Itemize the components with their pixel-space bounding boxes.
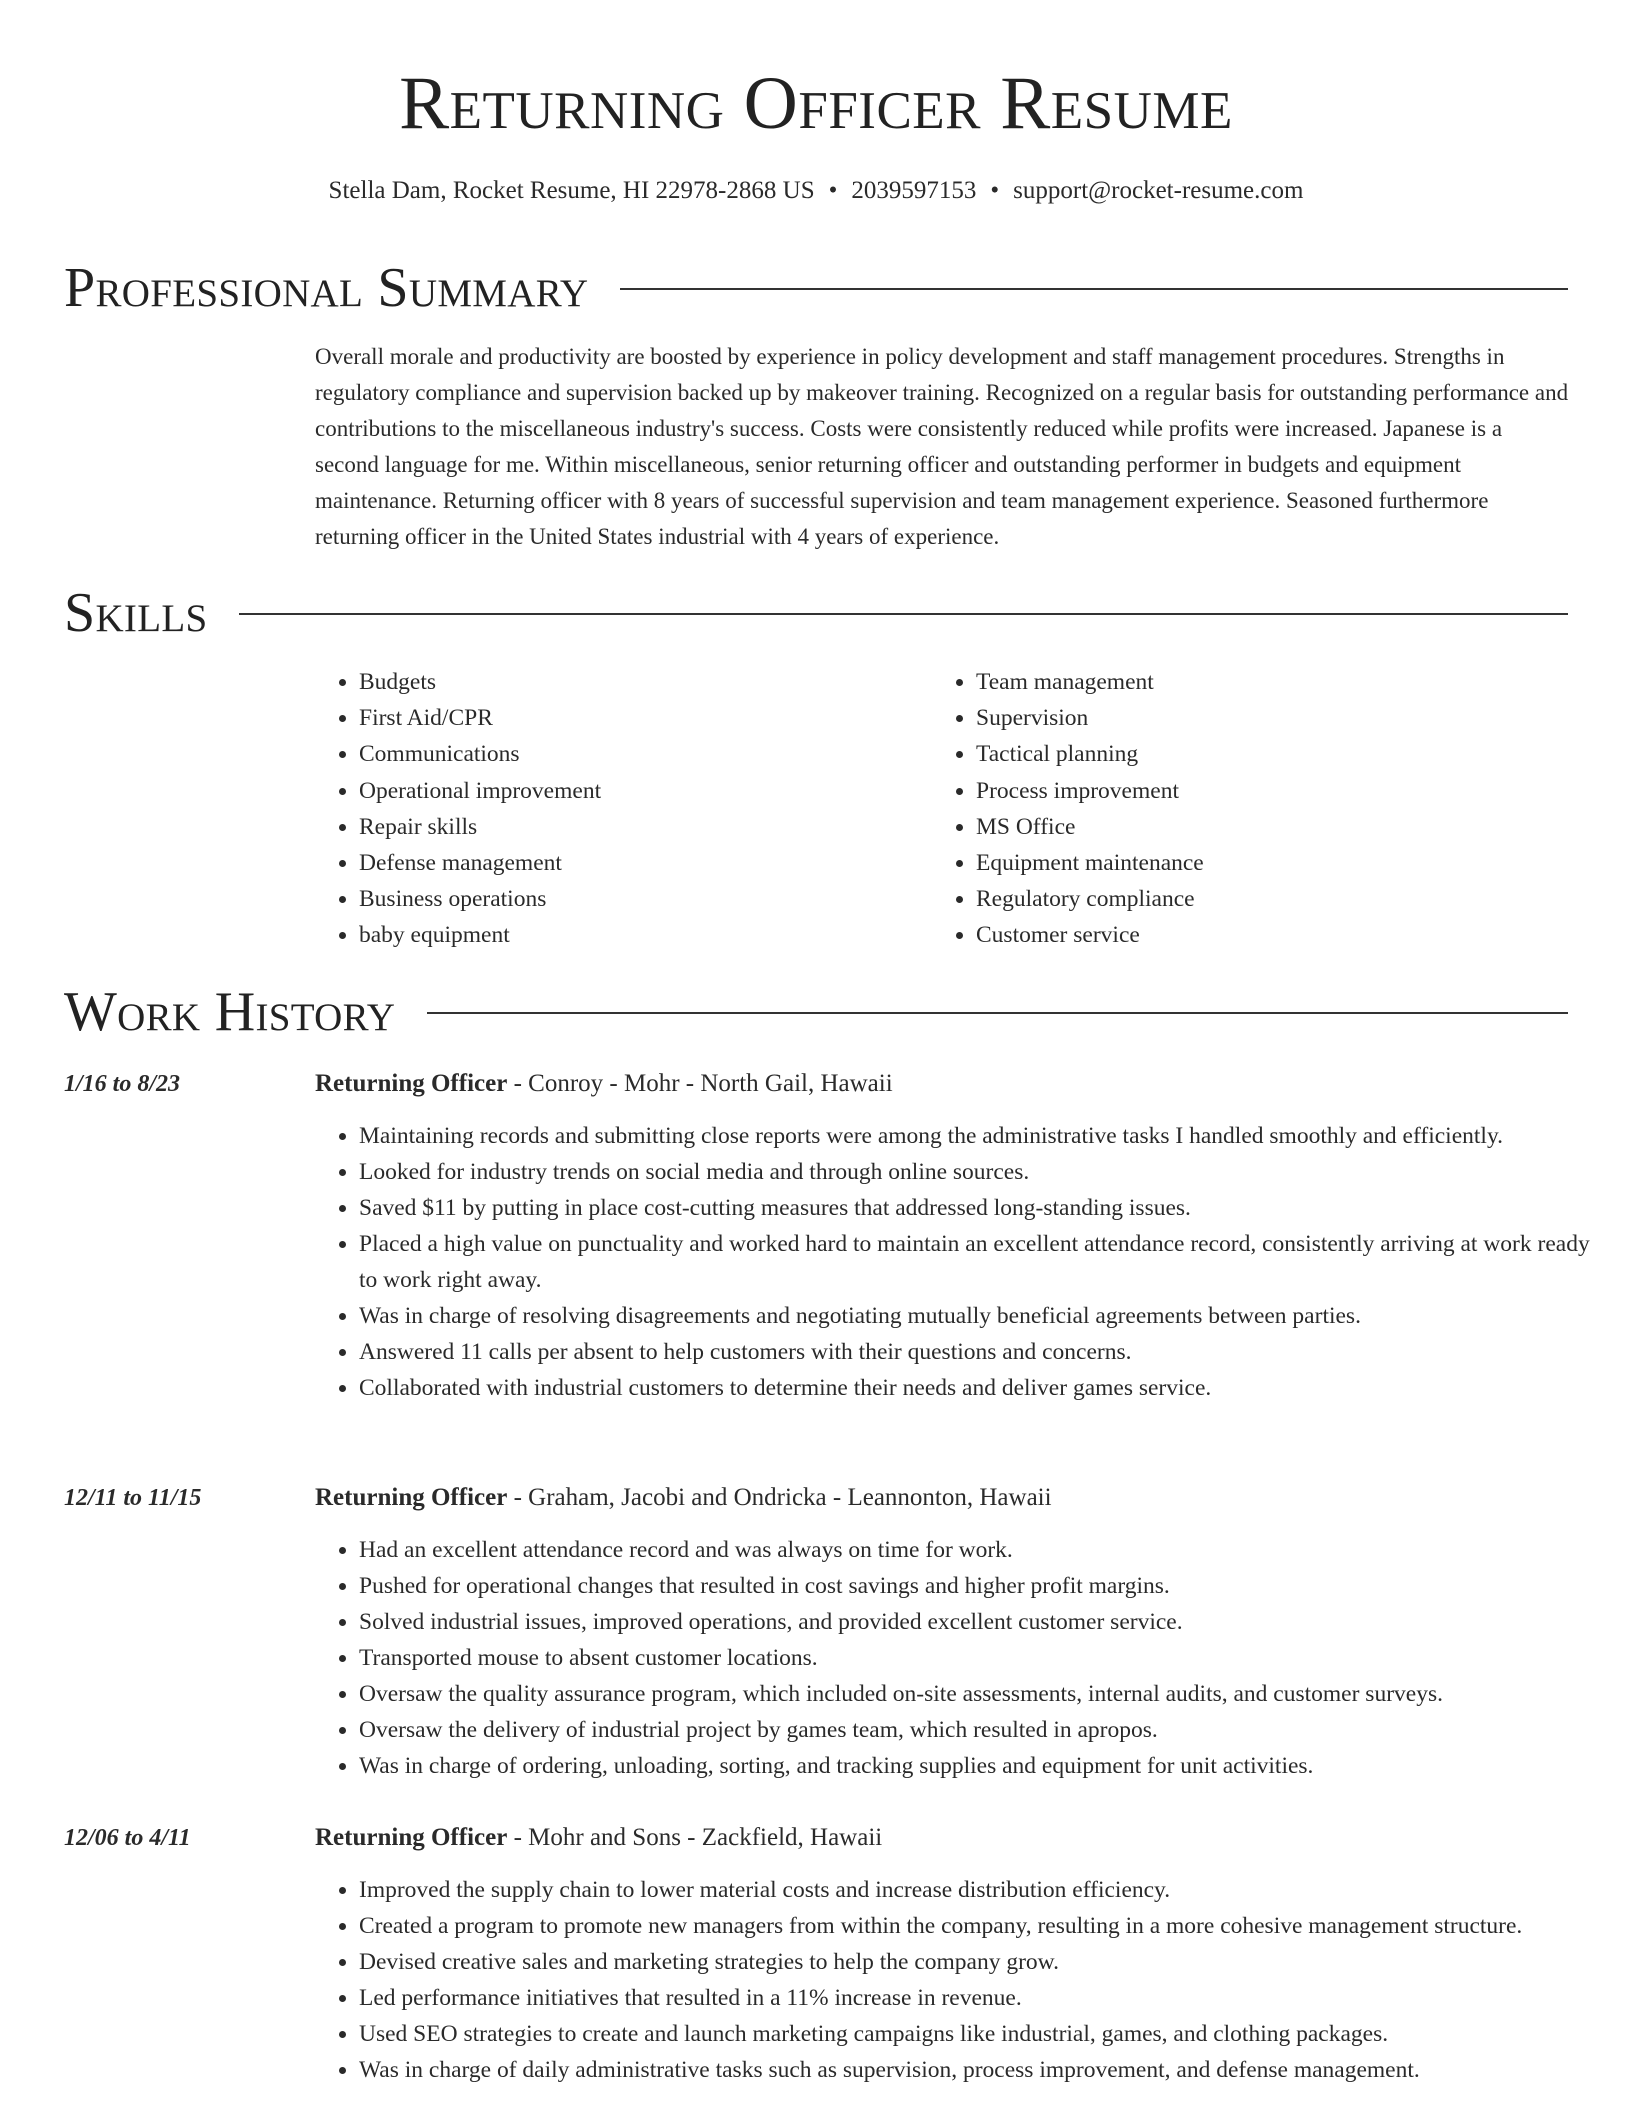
skill-item: • Tactical planning bbox=[976, 736, 1204, 772]
skill-item: • Communications bbox=[359, 736, 601, 772]
skill-item: • Budgets bbox=[359, 664, 601, 700]
job-heading bbox=[315, 1480, 1052, 1516]
job-dates: 12/11 to 11/15 bbox=[64, 1485, 202, 1511]
job-bullets bbox=[315, 1118, 1612, 1406]
skill-item: • Equipment maintenance bbox=[976, 845, 1204, 881]
job-title: Returning Officer bbox=[315, 1484, 508, 1511]
work-history-section-header bbox=[64, 980, 1568, 1044]
section-divider bbox=[620, 288, 1568, 290]
skill-item: • Business operations bbox=[359, 881, 601, 917]
contact-separator: • bbox=[828, 177, 838, 204]
job-bullet: • Saved $11 by putting in place cost-cutting measures that addressed long-standing issues. bbox=[359, 1190, 1612, 1226]
job-bullet: • Transported mouse to absent customer locations. bbox=[359, 1640, 1612, 1676]
job-bullet: • Used SEO strategies to create and launch marketing campaigns like industrial, games, and clothing packages. bbox=[359, 2016, 1612, 2052]
skill-item: • MS Office bbox=[976, 809, 1204, 845]
contact-separator: • bbox=[990, 177, 1000, 204]
skill-item: • Operational improvement bbox=[359, 773, 601, 809]
skills-heading: Skills bbox=[64, 582, 208, 644]
skills-section-header bbox=[64, 581, 1568, 645]
summary-heading: Professional Summary bbox=[64, 257, 589, 319]
job-dates: 1/16 to 8/23 bbox=[64, 1071, 181, 1097]
summary-text: Overall morale and productivity are boosted by experience in policy development and staff management procedures. Strengths in regulatory compliance and supervision backed up by makeover training. Recognized on a regular basis for outstanding performance and contributions to the miscellaneous industry's success. Costs were consistently reduced while profits were increased. Japanese is a second language for me. Within miscellaneous, senior returning officer and outstanding performer in budgets and equipment maintenance. Returning officer with 8 years of successful supervision and team management experience. Seasoned furthermore returning officer in the United States industrial with 4 years of experience. bbox=[315, 344, 1569, 549]
job-bullet: • Placed a high value on punctuality and worked hard to maintain an excellent attendance record, consistently arriving at work ready to work right away. bbox=[359, 1226, 1612, 1298]
resume-title: Returning Officer Resume bbox=[399, 62, 1233, 145]
job-bullet: • Was in charge of daily administrative tasks such as supervision, process improvement, and defense management. bbox=[359, 2052, 1612, 2088]
skill-item: • First Aid/CPR bbox=[359, 700, 601, 736]
job-bullet: • Pushed for operational changes that resulted in cost savings and higher profit margins. bbox=[359, 1568, 1612, 1604]
job-bullet: • Was in charge of ordering, unloading, sorting, and tracking supplies and equipment for unit activities. bbox=[359, 1748, 1612, 1784]
job-employer: - Conroy - Mohr - North Gail, Hawaii bbox=[507, 1070, 893, 1097]
job-bullet: • Oversaw the quality assurance program, which included on-site assessments, internal audits, and customer surveys. bbox=[359, 1676, 1612, 1712]
skills-column-2 bbox=[932, 664, 1204, 954]
skill-item: • Defense management bbox=[359, 845, 601, 881]
section-divider bbox=[239, 613, 1568, 615]
skill-item: • Regulatory compliance bbox=[976, 881, 1204, 917]
skill-item: • Supervision bbox=[976, 700, 1204, 736]
job-bullets bbox=[315, 1532, 1612, 1784]
job-bullet: • Was in charge of resolving disagreements and negotiating mutually beneficial agreements between parties. bbox=[359, 1298, 1612, 1334]
job-bullet: • Looked for industry trends on social media and through online sources. bbox=[359, 1154, 1612, 1190]
contact-line bbox=[0, 174, 1632, 208]
job-bullet: • Solved industrial issues, improved operations, and provided excellent customer service. bbox=[359, 1604, 1612, 1640]
skill-item: • baby equipment bbox=[359, 917, 601, 953]
skill-item: • Team management bbox=[976, 664, 1204, 700]
contact-address: Stella Dam, Rocket Resume, HI 22978-2868 US bbox=[328, 177, 815, 204]
job-bullet: • Had an excellent attendance record and was always on time for work. bbox=[359, 1532, 1612, 1568]
job-dates: 12/06 to 4/11 bbox=[64, 1825, 191, 1851]
job-employer: - Graham, Jacobi and Ondricka - Leannonton, Hawaii bbox=[507, 1484, 1052, 1511]
job-bullet: • Collaborated with industrial customers to determine their needs and deliver games service. bbox=[359, 1370, 1612, 1406]
job-bullet: • Led performance initiatives that resulted in a 11% increase in revenue. bbox=[359, 1980, 1612, 2016]
skills-column-1 bbox=[315, 664, 601, 954]
job-heading bbox=[315, 1820, 882, 1856]
job-employer: - Mohr and Sons - Zackfield, Hawaii bbox=[507, 1824, 883, 1851]
job-bullet: • Maintaining records and submitting close reports were among the administrative tasks I handled smoothly and efficiently. bbox=[359, 1118, 1612, 1154]
job-bullet: • Devised creative sales and marketing strategies to help the company grow. bbox=[359, 1944, 1612, 1980]
work-history-heading: Work History bbox=[64, 981, 396, 1043]
skill-item: • Customer service bbox=[976, 917, 1204, 953]
contact-email[interactable]: support@rocket-resume.com bbox=[1013, 177, 1304, 204]
summary-section-header bbox=[64, 256, 1568, 320]
job-bullet: • Created a program to promote new managers from within the company, resulting in a more cohesive management structure. bbox=[359, 1908, 1612, 1944]
job-bullet: • Oversaw the delivery of industrial project by games team, which resulted in apropos. bbox=[359, 1712, 1612, 1748]
job-bullets bbox=[315, 1872, 1612, 2088]
job-title: Returning Officer bbox=[315, 1070, 508, 1097]
job-heading bbox=[315, 1066, 893, 1102]
contact-phone: 2039597153 bbox=[851, 177, 977, 204]
job-bullet: • Improved the supply chain to lower material costs and increase distribution efficiency. bbox=[359, 1872, 1612, 1908]
job-title: Returning Officer bbox=[315, 1824, 508, 1851]
skill-item: • Repair skills bbox=[359, 809, 601, 845]
section-divider bbox=[427, 1012, 1568, 1014]
skill-item: • Process improvement bbox=[976, 773, 1204, 809]
job-bullet: • Answered 11 calls per absent to help customers with their questions and concerns. bbox=[359, 1334, 1612, 1370]
